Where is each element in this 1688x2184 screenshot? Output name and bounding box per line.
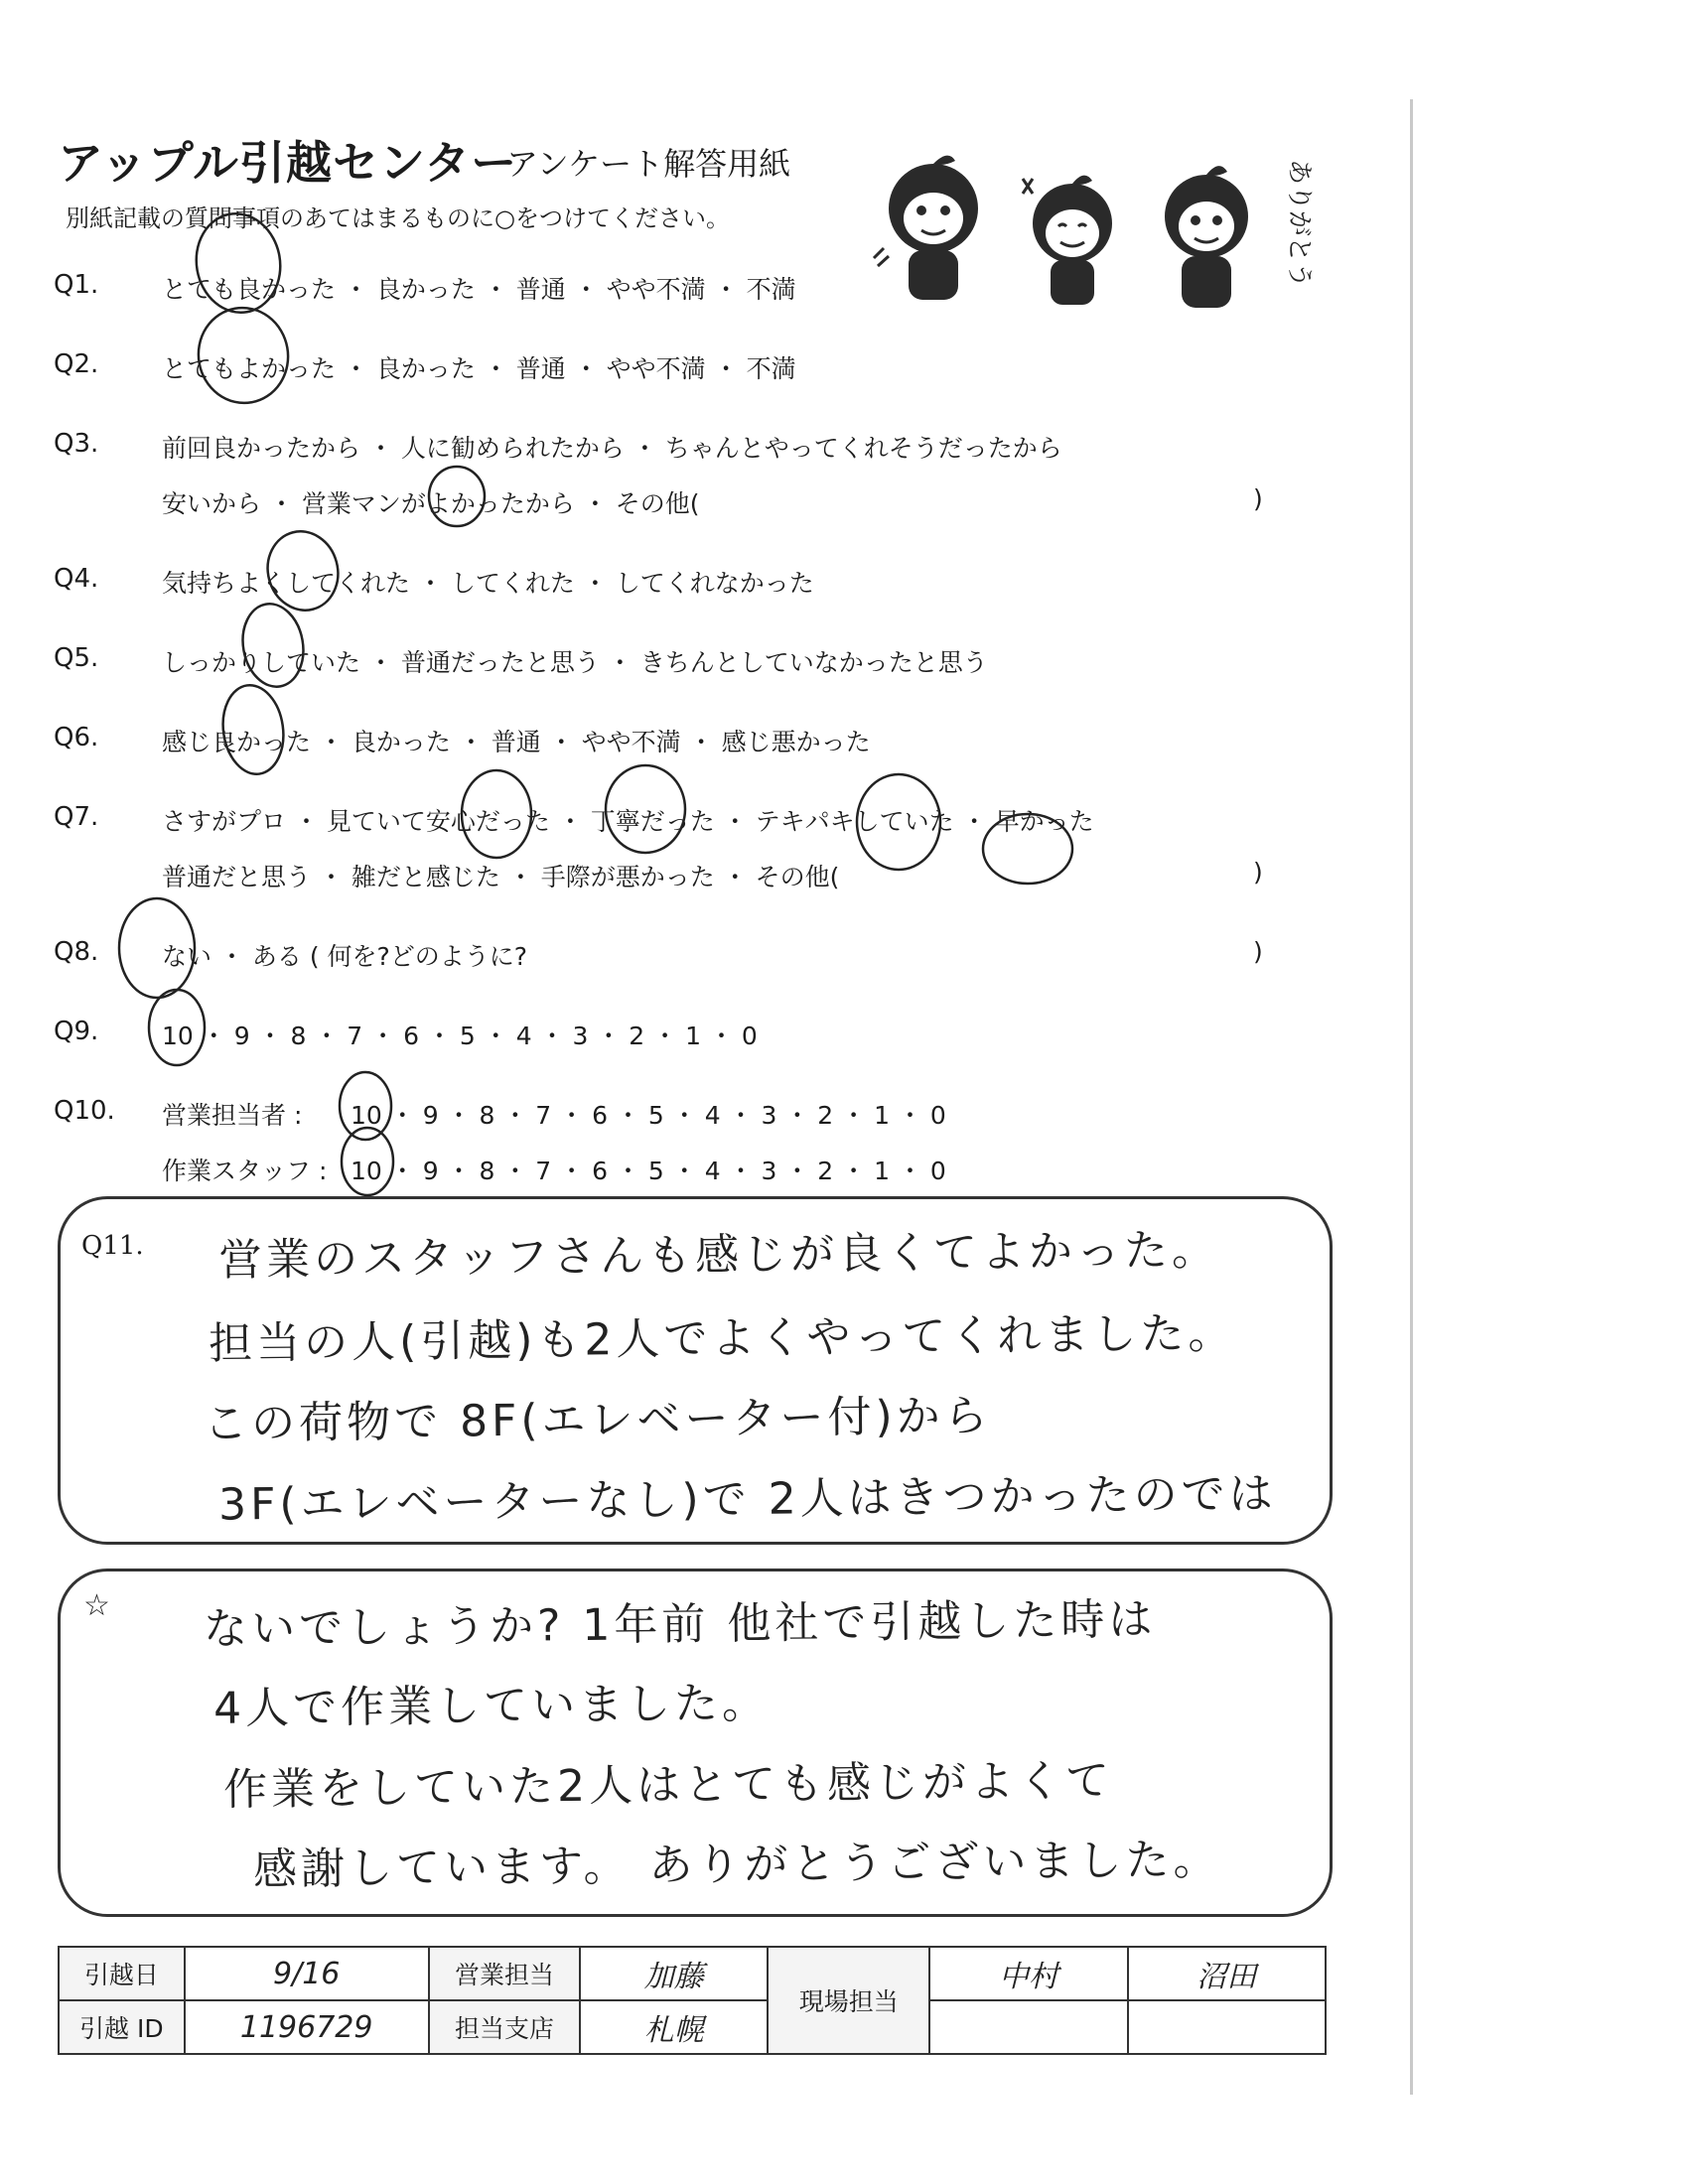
- site-rep-value-1[interactable]: 中村: [929, 1947, 1127, 2000]
- q11-handwriting-line-3: この荷物で 8F(エレベーター付)から: [203, 1390, 992, 1450]
- q1-label: Q1.: [54, 270, 99, 300]
- move-date-value[interactable]: 9/16: [185, 1947, 429, 2000]
- q4-label: Q4.: [54, 564, 99, 594]
- q3-close-paren: ): [1253, 484, 1263, 513]
- form-title: アンケート解答用紙: [506, 145, 791, 183]
- star-handwriting-line-1: ないでしょうか? 1年前 他社で引越した時は: [203, 1593, 1157, 1656]
- q2-options[interactable]: とてもよかった ・ 良かった ・ 普通 ・ やや不満 ・ 不満: [162, 354, 796, 383]
- star-handwriting-line-3: 作業をしていた2人はとても感じがよくて: [222, 1755, 1114, 1816]
- sales-rep-value[interactable]: 加藤: [580, 1947, 768, 2000]
- q3-label: Q3.: [54, 429, 99, 459]
- branch-value[interactable]: [580, 2000, 768, 2054]
- monkey-mascot-middle: [1023, 176, 1112, 305]
- q11-label: Q11.: [81, 1231, 144, 1261]
- star-handwriting-line-4: 感謝しています。 ありがとうございました。: [252, 1834, 1221, 1896]
- q7-options-line2[interactable]: 普通だと思う ・ 雑だと感じた ・ 手際が悪かった ・ その他(: [162, 863, 840, 891]
- monkey-mascot-left: [874, 156, 978, 300]
- q10-sales-label: 営業担当者 :: [162, 1101, 303, 1130]
- star-label: ☆: [83, 1588, 110, 1623]
- site-rep-value-2[interactable]: 沼田: [1128, 1947, 1326, 2000]
- sales-rep-label: 営業担当: [429, 1947, 581, 2000]
- q8-options[interactable]: ない ・ ある ( 何を?どのように?: [162, 942, 528, 971]
- q7-close-paren: ): [1253, 858, 1263, 887]
- q3-options-line1[interactable]: 前回良かったから ・ 人に勧められたから ・ ちゃんとやってくれそうだったから: [162, 434, 1062, 463]
- site-rep-empty-1[interactable]: [929, 2000, 1127, 2054]
- q6-options[interactable]: 感じ良かった ・ 良かった ・ 普通 ・ やや不満 ・ 感じ悪かった: [162, 728, 871, 756]
- q10-staff-scale[interactable]: 10 ・ 9 ・ 8 ・ 7 ・ 6 ・ 5 ・ 4 ・ 3 ・ 2 ・ 1 ・ 0: [351, 1157, 946, 1185]
- move-id-label: 引越 ID: [59, 2000, 185, 2054]
- q11-handwriting-line-4: 3F(エレベーターなし)で 2人はきつかったのでは: [217, 1468, 1277, 1531]
- q9-label: Q9.: [54, 1017, 99, 1046]
- branch-value-text: 札幌: [643, 2013, 704, 2048]
- mascot-caption: ありがとう: [1284, 159, 1314, 289]
- q6-label: Q6.: [54, 723, 99, 752]
- q2-label: Q2.: [54, 349, 99, 379]
- q10-label: Q10.: [54, 1096, 115, 1126]
- q4-options[interactable]: 気持ちよくしてくれた ・ してくれた ・ してくれなかった: [162, 569, 814, 598]
- q10-staff-label: 作業スタッフ :: [162, 1157, 328, 1185]
- q10-staff-row: [162, 1152, 946, 1187]
- q5-options[interactable]: しっかりしていた ・ 普通だったと思う ・ きちんとしていなかったと思う: [162, 648, 988, 677]
- move-id-value[interactable]: 1196729: [185, 2000, 429, 2054]
- q11-handwriting-line-2: 担当の人(引越)も2人でよくやってくれました。: [208, 1307, 1236, 1370]
- q8-close-paren: ): [1253, 937, 1263, 966]
- q7-options-line1[interactable]: さすがプロ ・ 見ていて安心だった ・ 丁寧だった ・ テキパキしていた ・ 早かった: [162, 807, 1094, 836]
- q5-label: Q5.: [54, 643, 99, 673]
- instruction-text: 別紙記載の質問事項のあてはまるものに○をつけてください。: [66, 205, 730, 232]
- monkey-mascots-illustration: [864, 139, 1331, 318]
- q8-label: Q8.: [54, 937, 99, 967]
- branch-label: 担当支店: [429, 2000, 581, 2054]
- site-rep-label: 現場担当: [768, 1947, 929, 2054]
- monkey-mascot-right: [1165, 166, 1248, 308]
- q7-label: Q7.: [54, 802, 99, 832]
- q1-options[interactable]: とても良かった ・ 良かった ・ 普通 ・ やや不満 ・ 不満: [162, 275, 796, 304]
- q11-handwriting-line-1: 営業のスタッフさんも感じが良くてよかった。: [217, 1224, 1220, 1287]
- q10-sales-scale[interactable]: 10 ・ 9 ・ 8 ・ 7 ・ 6 ・ 5 ・ 4 ・ 3 ・ 2 ・ 1 ・ 0: [351, 1101, 946, 1130]
- site-rep-empty-2[interactable]: [1128, 2000, 1326, 2054]
- q9-scale[interactable]: 10 ・ 9 ・ 8 ・ 7 ・ 6 ・ 5 ・ 4 ・ 3 ・ 2 ・ 1 ・ 0: [162, 1022, 758, 1050]
- star-handwriting-line-2: 4人で作業していました。: [212, 1678, 771, 1734]
- q10-sales-row: [162, 1096, 946, 1132]
- page-edge-line: [1410, 99, 1413, 2095]
- move-date-label: 引越日: [59, 1947, 185, 2000]
- company-title: アップル引越センター: [58, 136, 518, 190]
- q3-options-line2[interactable]: 安いから ・ 営業マンがよかったから ・ その他(: [162, 489, 700, 518]
- move-info-table: [58, 1946, 1327, 2055]
